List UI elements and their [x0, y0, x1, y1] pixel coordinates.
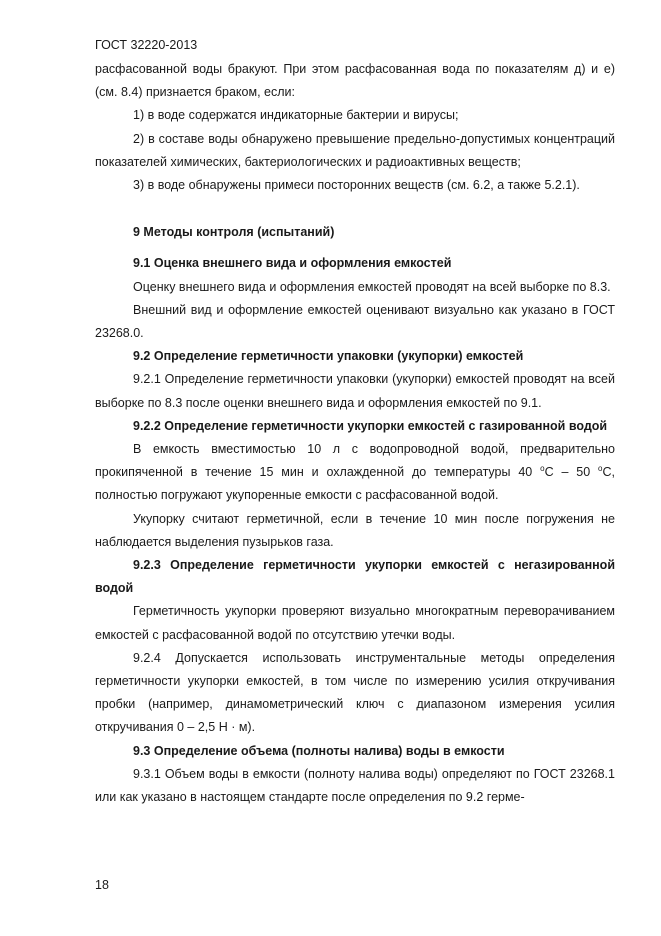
document-header: ГОСТ 32220-2013 [95, 38, 198, 52]
section-9-heading: 9 Методы контроля (испытаний) [133, 225, 335, 240]
section-9-1-paragraph-2: Внешний вид и оформление емкостей оценивают визуально как указано в ГОСТ 23268.0. [95, 302, 615, 341]
section-9-2-1-paragraph: 9.2.1 Определение герметичности упаковки (укупорки) емкостей проводят на всей выборке по 8.3 после оценки внешнего вида и оформления емкостей по 9.1. [95, 372, 615, 410]
spacer [95, 244, 615, 252]
section-9-2-2-paragraph-1 [95, 438, 615, 508]
section-9-2-3-heading: 9.2.3 Определение герметичности укупорки емкостей с негазированной водой [95, 558, 615, 596]
section-9-3-heading: 9.3 Определение объема (полноты налива) воды в емкости [133, 743, 505, 758]
section-9-2-heading: 9.2 Определение герметичности упаковки (укупорки) емкостей [133, 349, 524, 364]
text-fragment: В емкость вместимостью 10 л с водопроводной водой, предварительно прокипяченной в течение 15 мин и охлажденной до температуры 40 [95, 442, 615, 480]
paragraph-continuation: расфасованной воды бракуют. При этом расфасованная вода по показателям д) и е) (см. 8.4) признается браком, если: [95, 62, 615, 100]
degree-sign: о [598, 464, 603, 474]
section-9-2-3-paragraph: Герметичность укупорки проверяют визуально многократным переворачиванием емкостей с расфасованной водой по отсутствию утечки воды. [95, 604, 615, 642]
section-9-2-2-heading: 9.2.2 Определение герметичности укупорки емкостей с газированной водой [133, 418, 608, 433]
section-9-1-paragraph-1: Оценку внешнего вида и оформления емкостей проводят на всей выборке по 8.3. [133, 279, 611, 294]
spacer [95, 197, 615, 221]
section-9-1-heading: 9.1 Оценка внешнего вида и оформления емкостей [133, 256, 452, 271]
text-fragment: С, полностью погружают укупоренные емкости с расфасованной водой. [95, 465, 615, 503]
text-fragment: С – 50 [544, 465, 599, 480]
section-9-2-2-paragraph-2: Укупорку считают герметичной, если в течение 10 мин после погружения не наблюдается выделения пузырьков газа. [95, 511, 615, 549]
degree-sign: о [540, 464, 545, 474]
section-9-2-4-paragraph: 9.2.4 Допускается использовать инструментальные методы определения герметичности укупорки емкостей, в том числе по измерению усилия откручивания пробки (например, динамометрический ключ с диапазоном измерения усилия откручивания 0 – 2,5 Н · м). [95, 650, 615, 735]
list-item-3: 3) в воде обнаружены примеси посторонних веществ (см. 6.2, а также 5.2.1). [133, 178, 580, 193]
document-page [95, 36, 615, 809]
list-item-1: 1) в воде содержатся индикаторные бактерии и вирусы; [133, 108, 459, 123]
list-item-2: 2) в составе воды обнаружено превышение предельно-допустимых концентраций показателей химических, бактериологических и радиоактивных веществ; [95, 131, 615, 169]
page-number: 18 [95, 878, 109, 892]
section-9-3-1-paragraph: 9.3.1 Объем воды в емкости (полноту налива воды) определяют по ГОСТ 23268.1 или как указано в настоящем стандарте после определения по 9.2 герме- [95, 766, 615, 805]
